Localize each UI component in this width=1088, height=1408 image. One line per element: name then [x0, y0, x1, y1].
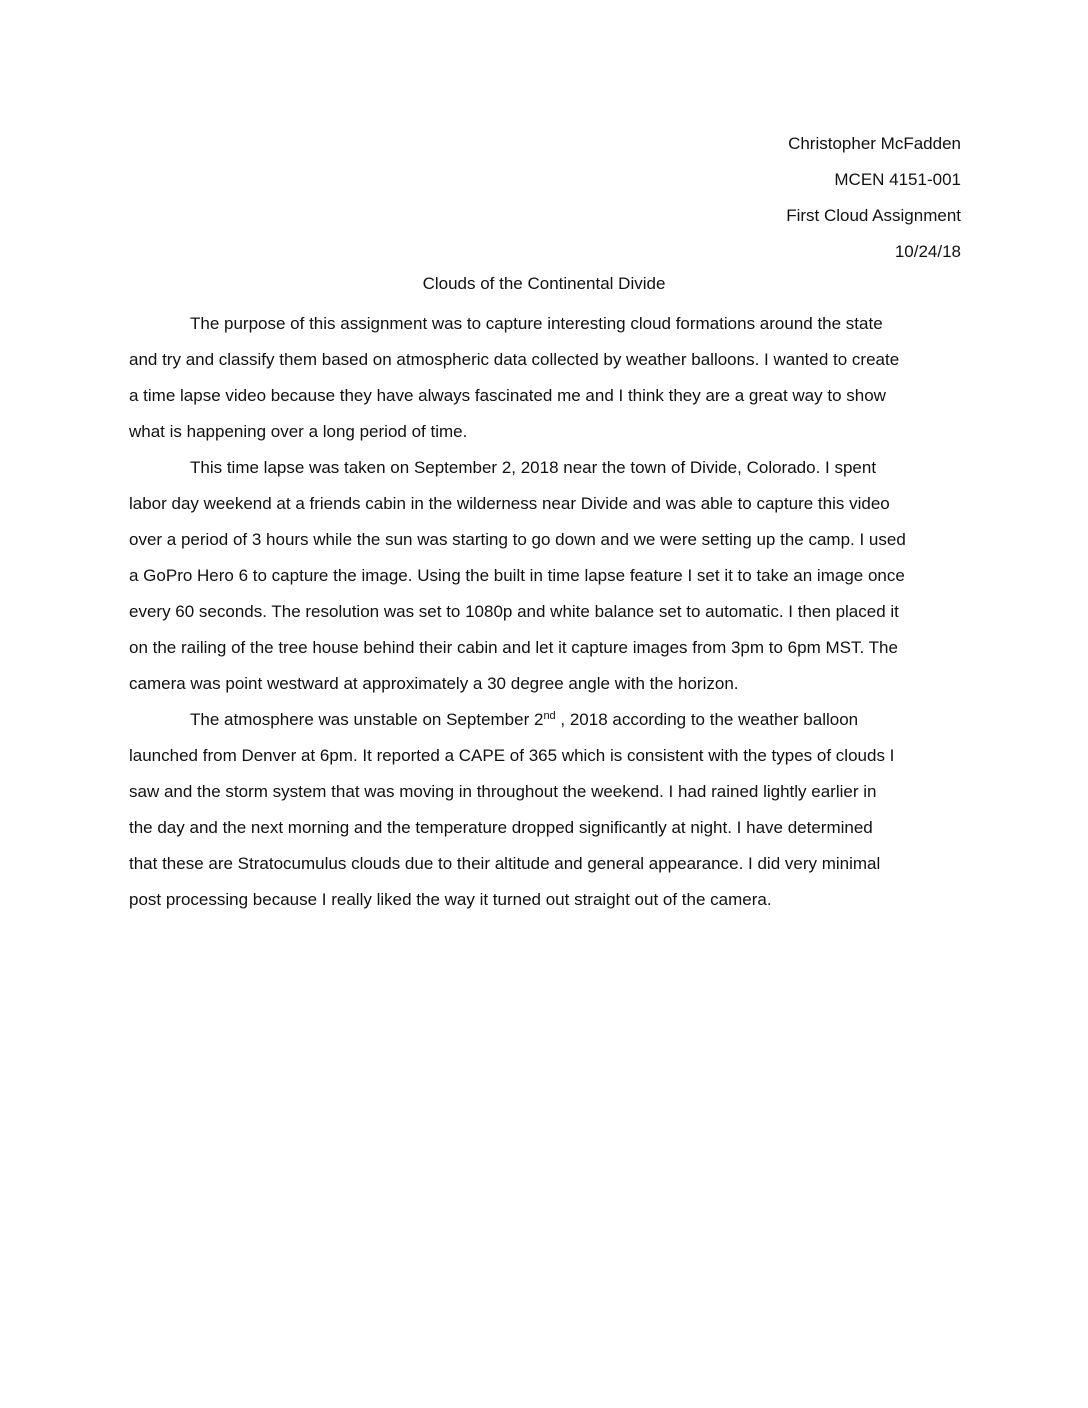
paragraph-line: a time lapse video because they have always fascinated me and I think they are a great way to show [129, 386, 886, 405]
paragraph-line: the day and the next morning and the temperature dropped significantly at night. I have determined [129, 818, 873, 837]
paragraph-line: saw and the storm system that was moving in throughout the weekend. I had rained lightly earlier in [129, 782, 877, 801]
paragraph-line: that these are Stratocumulus clouds due to their altitude and general appearance. I did very minimal [129, 854, 881, 873]
paragraph-line: and try and classify them based on atmospheric data collected by weather balloons. I wanted to create [129, 350, 900, 369]
line-text: , 2018 according to the weather balloon [555, 710, 859, 729]
paragraph-line: post processing because I really liked the way it turned out straight out of the camera. [129, 890, 772, 909]
line-text: The atmosphere was unstable on September 2 [190, 710, 544, 729]
paragraph-line: a GoPro Hero 6 to capture the image. Using the built in time lapse feature I set it to take an image once [129, 566, 905, 585]
paragraph-line: launched from Denver at 6pm. It reported a CAPE of 365 which is consistent with the types of clouds I [129, 746, 895, 765]
paragraph-line: labor day weekend at a friends cabin in the wilderness near Divide and was able to capture this video [129, 494, 890, 513]
paragraph-line: This time lapse was taken on September 2, 2018 near the town of Divide, Colorado. I spent [190, 458, 877, 477]
course-number: MCEN 4151-001 [834, 169, 961, 189]
paragraph-line: camera was point westward at approximately a 30 degree angle with the horizon. [129, 674, 739, 693]
paragraph-line: The purpose of this assignment was to capture interesting cloud formations around the state [190, 314, 883, 333]
paragraph-line: over a period of 3 hours while the sun was starting to go down and we were setting up the camp. I used [129, 530, 906, 549]
paragraph-2 [129, 450, 961, 702]
assignment-name: First Cloud Assignment [786, 205, 961, 225]
document-title: Clouds of the Continental Divide [422, 274, 666, 293]
document-body [129, 306, 961, 918]
paragraph-line-first [129, 702, 961, 738]
paragraph-line: on the railing of the tree house behind their cabin and let it capture images from 3pm to 6pm MST. The [129, 638, 898, 657]
paragraph-line: every 60 seconds. The resolution was set to 1080p and white balance set to automatic. I then placed it [129, 602, 899, 621]
document-date: 10/24/18 [894, 241, 961, 261]
ordinal-suffix: nd [543, 710, 556, 722]
author-name: Christopher McFadden [788, 134, 961, 153]
header-block [786, 126, 961, 270]
paragraph-3 [129, 702, 961, 918]
paragraph-line: what is happening over a long period of time. [129, 422, 468, 441]
paragraph-1 [129, 306, 961, 450]
